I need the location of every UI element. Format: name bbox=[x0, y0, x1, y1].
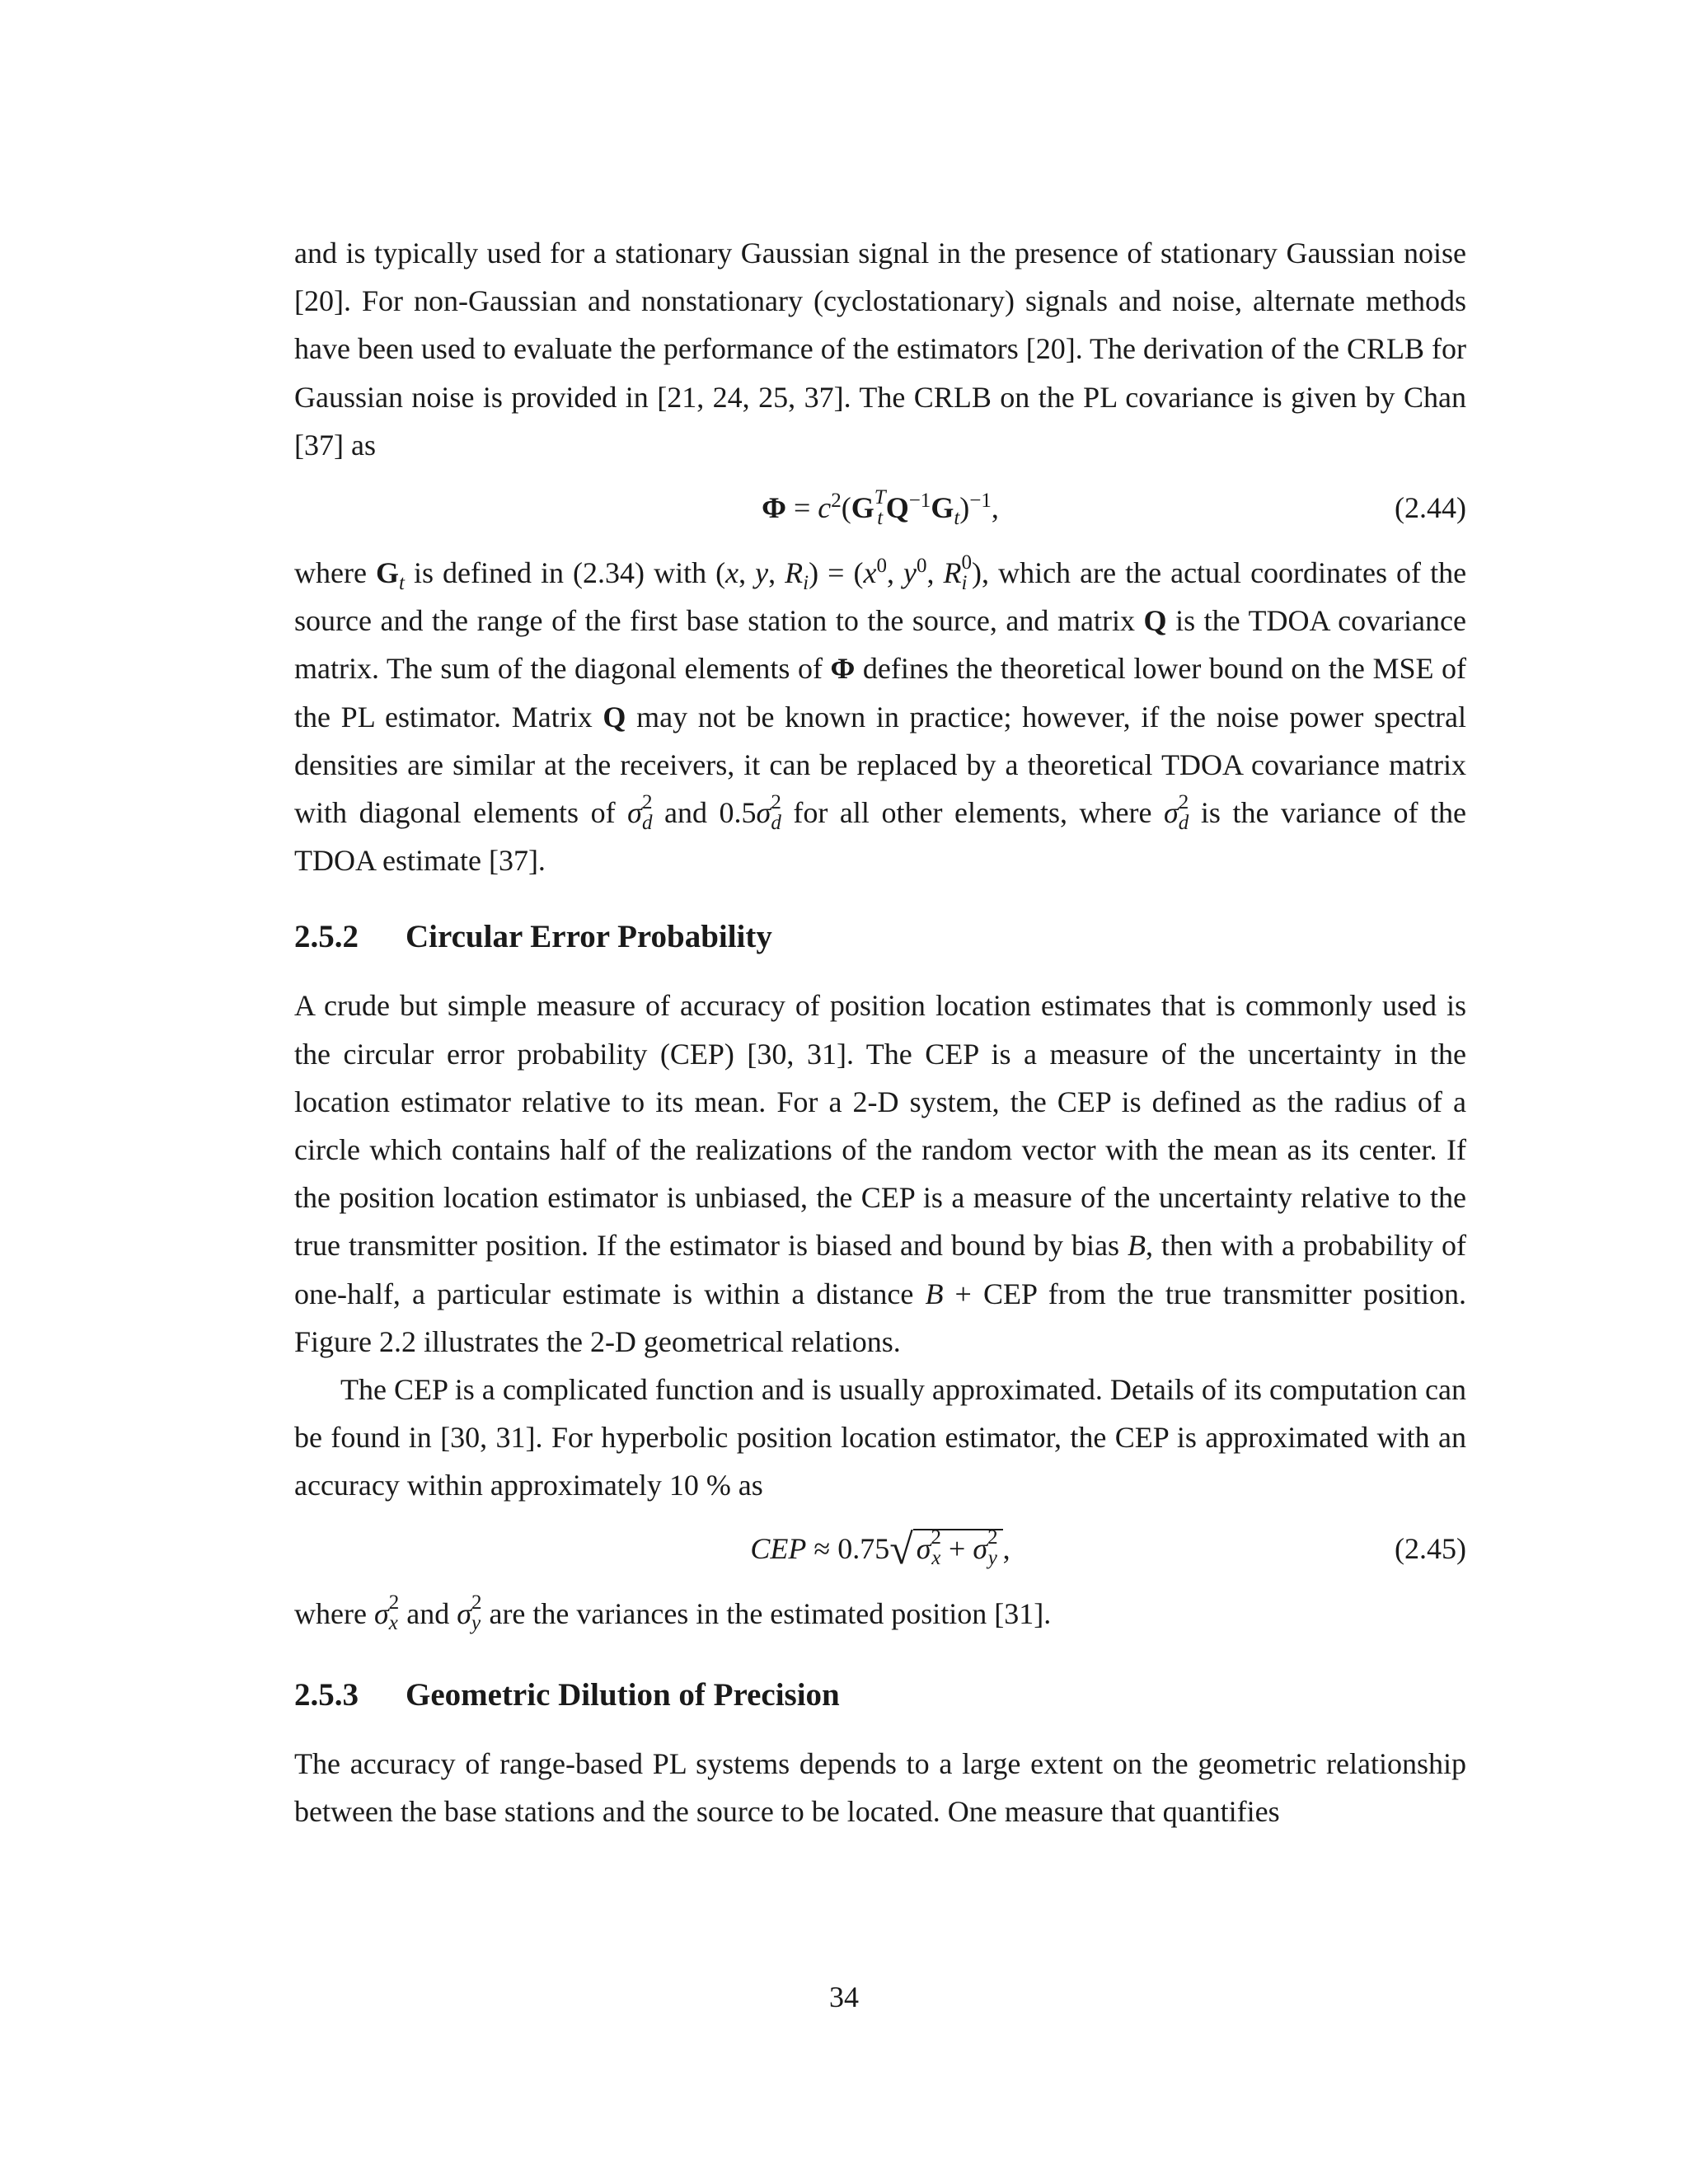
page-body bbox=[294, 229, 1466, 1835]
page-number: 34 bbox=[829, 1980, 859, 2013]
paragraph-crlb-intro: and is typically used for a stationary Gaussian signal in the presence of stationary Gaussian noise [20]. For non-Gaussian and nonstationary (cyclostationary) signals and noise, alternate methods have been used to evaluate the performance of the estimators [20]. The derivation of the CRLB for Gaussian noise is provided in [21, 24, 25, 37]. The CRLB on the PL covariance is given by Chan [37] as bbox=[294, 237, 1466, 462]
paragraph-variances: where σ 2 x and σ 2 y are the variances in the estimated position [31]. bbox=[294, 1591, 1052, 1635]
equation-2-45 bbox=[294, 1525, 1466, 1572]
paragraph-gdop: The accuracy of range-based PL systems depends to a large extent on the geometric relationship between the base stations and the source to be located. One measure that quantifies bbox=[294, 1746, 1466, 1829]
section-heading-2-5-2: 2.5.2 Circular Error Probability bbox=[294, 919, 772, 955]
section-heading-2-5-3: 2.5.3 Geometric Dilution of Precision bbox=[294, 1676, 840, 1713]
paragraph-cep-approx: The CEP is a complicated function and is usually approximated. Details of its computation can be found in [30, 31]. For hyperbolic position location estimator, the CEP is approximated with an accuracy within approximately 10 % as bbox=[294, 1373, 1466, 1502]
equation-2-45-body: CEP ≈ 0.75√ σ 2 x + σ 2 y , bbox=[750, 1526, 1010, 1573]
paragraph-cep: A crude but simple measure of accuracy of position location estimates that is commonly used is the circular error probability (CEP) [30, 31]. The CEP is a measure of the uncertainty in the location estimator relative to its mean. For a 2-D system, the CEP is defined as the radius of a circle which contains half of the realizations of the random vector with the mean as its center. If the position location estimator is unbiased, the CEP is a measure of the uncertainty relative to the true transmitter position. If the estimator is biased and bound by bias B, then with a probability of one-half, a particular estimate is within a distance B + CEP from the true transmitter position. Figure 2.2 illustrates the 2-D geometrical relations. bbox=[294, 989, 1466, 1358]
equation-number: (2.44) bbox=[1395, 491, 1466, 525]
equation-number: (2.45) bbox=[1395, 1531, 1466, 1565]
paragraph-covariance: where $G_t$ is defined in (2.34) with (x, y, $R_i) = (x^0$, $y^0$, R 0 i ), which are the actual coordinates of the source and the range of the first base station to the source, and matrix Q is the TDOA covariance matrix. The sum of the diagonal elements of Φ defines the theoretical lower bound on the MSE of the PL estimator. Matrix Q may not be known in practice; however, if the noise power spectral densities are similar at the receivers, it can be replaced by a theoretical TDOA covariance matrix with diagonal elements of σ 2 d and 0.5σ 2 d for all other elements, where σ 2 d is the variance of the TDOA estimate [37]. bbox=[294, 551, 1467, 878]
equation-2-44 bbox=[294, 484, 1466, 532]
equation-2-44-body: $\Phi = c^2(G$ T t $Q^{-1}G_t)^{-1}$, bbox=[762, 485, 999, 530]
